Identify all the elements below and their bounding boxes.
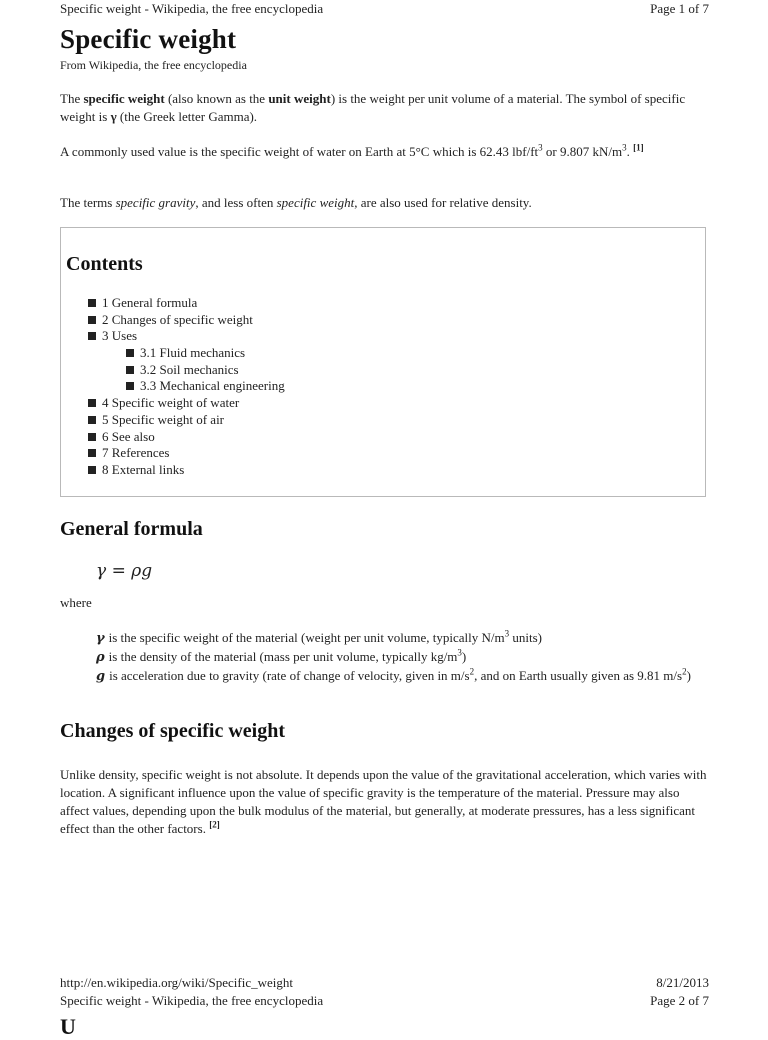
page-header-title: Specific weight - Wikipedia, the free encyclopedia [60,1,324,16]
next-page-header-title: Specific weight - Wikipedia, the free encyclopedia [60,993,324,1008]
superscript: 3 [504,628,510,639]
text: units) [509,630,542,645]
footer-url: http://en.wikipedia.org/wiki/Specific_weight [60,975,293,990]
reference-link-1[interactable]: [1] [633,142,644,153]
toc-item [61,445,285,462]
toc-item [61,345,285,362]
definition-g [96,667,708,685]
next-page-header-number: Page 2 of 7 [650,993,709,1008]
text: is the specific weight of the material (weight per unit volume, typically N/m [108,630,505,645]
term-unit-weight: unit weight [268,91,331,106]
text: The terms [60,195,116,210]
term-specific-weight: specific weight [83,91,165,106]
intro-paragraph-3 [60,194,710,212]
changes-paragraph [60,766,710,838]
rho-symbol: ρ [96,650,105,665]
text: (also known as the [164,91,269,106]
bullet-icon [126,349,134,357]
toc-link[interactable]: 6 See also [102,428,155,444]
text: Unlike density, specific weight is not absolute. It depends upon the value of the gravitational acceleration, which varies with location. A significant influence upon the value of specific gravity is the temperature of the material. Pressure may also affect values, depending upon the bulk modulus of the material, but generally, at moderate pressures, has a less significant effect than the other factors. [60,767,707,836]
section-heading-general-formula: General formula [60,518,203,540]
text: A commonly used value is the specific weight of water on Earth at 5°C which is 62.43 lbf/ft [60,144,539,159]
bullet-icon [126,366,134,374]
bullet-icon [88,416,96,424]
text: ) [461,649,467,664]
toc-item [61,395,285,412]
section-heading-changes: Changes of specific weight [60,720,285,742]
text: ) [686,668,691,683]
toc-link[interactable]: 8 External links [102,461,185,477]
reference-link-2[interactable]: [2] [209,819,220,830]
term-specific-gravity: specific gravity [115,195,196,210]
gamma-symbol: γ [96,631,105,646]
toc-item [61,295,285,312]
text: , and less often [195,195,277,210]
page-header-number: Page 1 of 7 [650,1,709,16]
text: , are also used for relative density. [354,195,532,210]
toc-link[interactable]: 3.1 Fluid mechanics [140,345,246,361]
bullet-icon [88,332,96,340]
text: ) is the weight per unit volume of a material. The symbol of specific weight is [60,91,686,124]
intro-paragraph-2 [60,143,710,161]
next-page-title-fragment: U [60,1014,76,1039]
superscript: 2 [682,666,687,677]
text: or 9.807 kN/m [542,144,623,159]
article-subtitle: From Wikipedia, the free encyclopedia [60,58,247,72]
toc-item [61,412,285,429]
g-symbol: g [96,669,106,684]
toc-title: Contents [66,253,143,275]
bullet-icon [88,449,96,457]
where-label: where [60,595,92,610]
toc-item [61,312,285,329]
toc-item [61,462,285,479]
superscript: 3 [538,142,543,153]
footer-date: 8/21/2013 [656,975,709,990]
intro-paragraph-1 [60,90,710,126]
toc-link[interactable]: 1 General formula [102,295,198,310]
text: The [60,91,84,106]
text: is acceleration due to gravity (rate of change of velocity, given in m/s [109,668,470,683]
article-title: Specific weight [60,24,237,54]
superscript: 3 [622,142,627,153]
toc-item [61,328,285,345]
text: , and on Earth usually given as 9.81 m/s [474,668,683,683]
toc-link[interactable]: 2 Changes of specific weight [102,311,253,327]
definition-gamma [96,629,708,647]
text: . [626,144,634,159]
toc-link[interactable]: 3.3 Mechanical engineering [140,378,285,394]
bullet-icon [88,399,96,407]
bullet-icon [88,316,96,324]
toc-link[interactable]: 3.2 Soil mechanics [140,361,239,377]
toc-item [61,378,285,395]
gamma-symbol: γ [110,109,117,124]
toc-link[interactable]: 7 References [102,445,170,461]
toc-link[interactable]: 3 Uses [102,328,138,344]
bullet-icon [88,433,96,441]
superscript: 3 [457,647,462,658]
table-of-contents [60,227,706,497]
text: (the Greek letter Gamma). [116,109,258,124]
toc-link[interactable]: 5 Specific weight of air [102,411,225,427]
superscript: 2 [469,666,475,677]
toc-item [61,362,285,379]
definition-rho [96,648,708,666]
toc-item [61,429,285,446]
text: is the density of the material (mass per unit volume, typically kg/m [108,649,458,664]
toc-list [61,295,285,479]
formula: γ = ρg [96,561,153,581]
bullet-icon [88,299,96,307]
toc-link[interactable]: 4 Specific weight of water [102,395,240,411]
term-specific-weight-italic: specific weight [276,195,355,210]
bullet-icon [126,382,134,390]
bullet-icon [88,466,96,474]
